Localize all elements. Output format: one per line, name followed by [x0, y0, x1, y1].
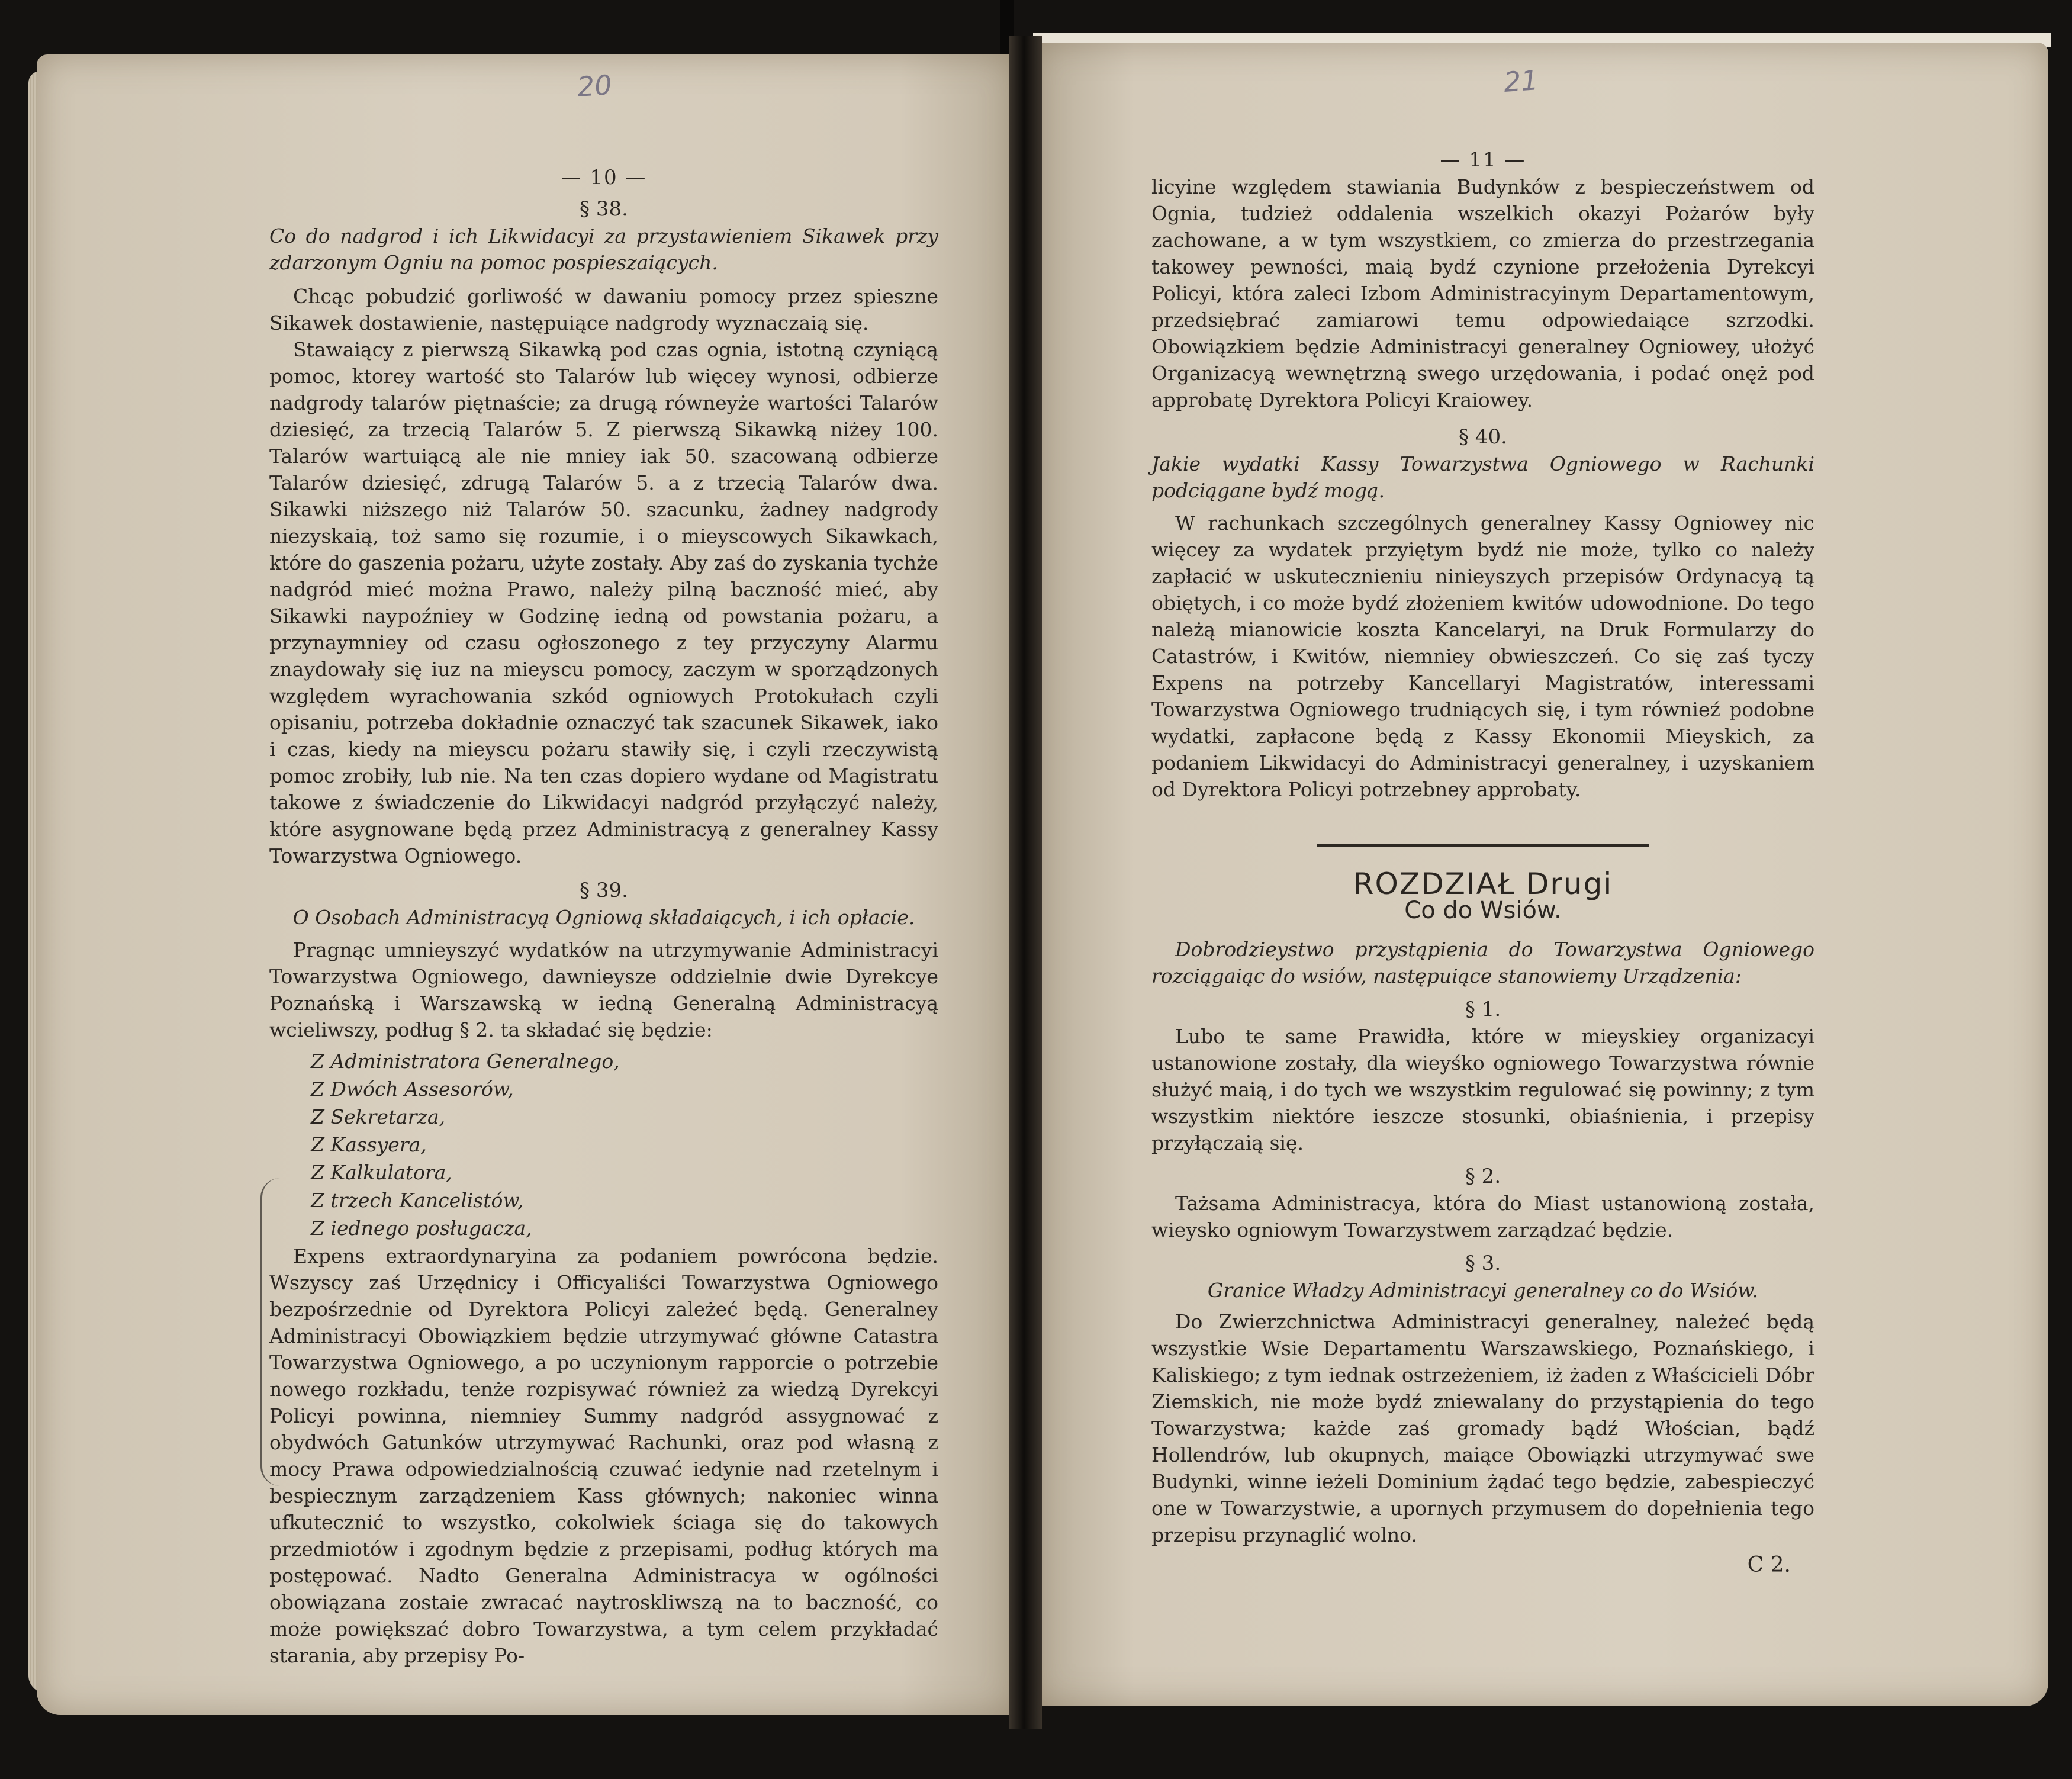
section-39-number: § 39.: [580, 879, 628, 902]
left-column: [269, 165, 938, 1669]
section-39-intro: Pragnąc umnieyszyć wydatków na utrzymywanie Administracyi Towarzystwa Ogniowego, dawnieysze oddzielnie dwie Dyrekcye Poznańską i Warszawską w iedną Generalną Administracyą wcieliwszy, podług § 2. ta składać się będzie:: [269, 938, 938, 1041]
section-1-number: § 1.: [1465, 998, 1501, 1021]
section-40-heading: Jakie wydatki Kassy Towarzystwa Ogniowego w Rachunki podciągane bydź mogą.: [1151, 452, 1814, 502]
section-38-heading: Co do nadgrod i ich Likwidacyi za przystawieniem Sikawek przy zdarzonym Ogniu na pomoc pospieszaiących.: [269, 224, 938, 274]
margin-bracket-mark: [260, 1178, 280, 1486]
pencil-folio-right: 21: [1502, 64, 1540, 98]
list-item: Z Kassyera,: [311, 1133, 427, 1156]
section-3-heading: Granice Władzy Administracyi generalney co do Wsiów.: [1207, 1279, 1759, 1302]
chapter-divider: [1317, 844, 1649, 847]
pencil-folio-left: 20: [576, 69, 613, 103]
signature-mark: C 2.: [1747, 1553, 1791, 1577]
list-item: Z trzech Kancelistów,: [311, 1189, 524, 1212]
section-2-text: Tażsama Administracya, która do Miast ustanowioną została, wieysko ogniowym Towarzystwem zarządzać będzie.: [1151, 1192, 1814, 1241]
page-number-left: — 10 —: [561, 166, 647, 189]
section-1-text: Lubo te same Prawidła, które w mieyskiey organizacyi ustanowione zostały, dla wieyśko ogniowego Towarzystwa równie służyć maią, i do tych we wszystkim regulować się powinny; z tym wszystkim niektóre ieszcze stosunki, obiaśnienia, i przepisy przyłączaią się.: [1151, 1025, 1814, 1154]
right-column: [1151, 147, 1814, 1578]
list-item: Z Kalkulatora,: [311, 1161, 452, 1184]
section-39-staff-list: [311, 1048, 938, 1243]
section-39-closing: Expens extraordynaryina za podaniem powrócona będzie. Wszyscy zaś Urzędnicy i Officyaliści Towarzystwa Ogniowego bezpośrzednie od Dyrektora Policyi zależeć będą. Generalney Administracyi Obowiązkiem będzie utrzymywać główne Catastra Towarzystwa Ogniowego, a po uczynionym rapporcie o potrzebie nowego rozkładu, tenże rozpisywać również za wiedzą Dyrekcyi Policyi powinna, niemniey Summy nadgród assygnować z obydwóch Gatunków utrzymywać Rachunki, oraz pod własną z mocy Prawa odpowiedzialnością czuwać iedynie nad rzetelnym i bespiecznym zarządzeniem Kass głównych; nakoniec winna ufkutecznić to wszystko, cokolwiek ściaga się do takowych przedmiotów i zgodnym będzie z przepisami, podług których ma postępować. Nadto Generalna Administracya w ogólności obowiązana zostaie zwracać naytroskliwszą na to baczność, co może powiększać dobro Towarzystwa, a tym celem przykładać starania, aby przepisy Po-: [269, 1244, 938, 1667]
book-gutter: [1009, 36, 1042, 1729]
section-38-number: § 38.: [580, 197, 628, 221]
section-40-number: § 40.: [1459, 425, 1507, 449]
continuation-paragraph: licyine względem stawiania Budynków z bespieczeństwem od Ognia, tudzież oddalenia wszelkich okazyi Pożarów były zachowane, a w tym wszystkiem, co zmierza do przestrzegania takowey pewności, maią bydź czynione przełożenia Dyrekcyi Policyi, która zaleci Izbom Administracyinym Departamentowym, przedsiębrać zamiarowi temu odpowiedaiące szrzodki. Obowiązkiem będzie Administracyi generalney Ogniowey, ułożyć Organizacyą wewnętrzną swego urzędowania, i podać onęż pod approbatę Dyrektora Policyi Kraiowey.: [1151, 175, 1814, 411]
section-3-number: § 3.: [1465, 1252, 1501, 1275]
section-39-heading: O Osobach Administracyą Ogniową składaiących, i ich opłacie.: [292, 906, 915, 929]
section-38-paragraph-1: Chcąc pobudzić gorliwość w dawaniu pomocy przez spieszne Sikawek dostawienie, następuiące nadgrody wyznaczaią się.: [269, 285, 938, 334]
chapter-title: ROZDZIAŁ Drugi: [1353, 867, 1613, 901]
list-item: Z Dwóch Assesorów,: [311, 1077, 514, 1101]
chapter-intro: Dobrodzieystwo przystąpienia do Towarzystwa Ogniowego rozciągaiąc do wsiów, następuiące stanowiemy Urządzenia:: [1151, 938, 1814, 987]
section-2-number: § 2.: [1465, 1164, 1501, 1188]
page-number-right: — 11 —: [1440, 148, 1526, 172]
section-38-paragraph-2: Stawaiący z pierwszą Sikawką pod czas ognia, istotną czyniącą pomoc, ktorey wartość sto Talarów lub więcey wynosi, odbierze nadgrody talarów piętnaście; za drugą równeyże wartości Talarów dziesięć, za trzecią Talarów 5. Z pierwszą Sikawką niżey 100. Talarów wartuiącą ale nie mniey iak 50. szacowaną odbierze Talarów dziesięć, zdrugą Talarów 5. a z trzecią Talarów dwa. Sikawki niższego niż Talarów 50. szacunku, żadney nadgrody niezyskaią, toż samo się rozumie, i o mieyscowych Sikawkach, które do gaszenia pożaru, użyte zostały. Aby zaś do zyskania tychże nadgród mieć można Prawo, należy pilną baczność mieć, aby Sikawki naypoźniey w Godzinę iedną od powstania pożaru, a przynaymniey od czasu ogłoszonego z tey przyczyny Alarmu znaydowały się iuz na mieyscu pomocy, zaczym w sporządzonych względem wyrachowania szkód ogniowych Protokułach czyli opisaniu, potrzeba dokładnie oznaczyć tak szacunek Sikawek, iako i czas, kiedy na mieyscu pożaru stawiły się, i czyli rzeczywistą pomoc zrobiły, lub nie. Na ten czas dopiero wydane od Magistratu takowe z świadczenie do Likwidacyi nadgród przyłączyć należy, które asygnowane będą przez Administracyą z generalney Kassy Towarzystwa Ogniowego.: [269, 338, 938, 867]
section-3-text: Do Zwierzchnictwa Administracyi generalney, należeć będą wszystkie Wsie Departamentu Warszawskiego, Poznańskiego, i Kaliskiego; z tym iednak ostrzeżeniem, iż żaden z Właścicieli Dóbr Ziemskich, nie może bydź zniewalany do przystąpienia do tego Towarzystwa; każde zaś gromady bądź Włościan, bądź Hollendrów, lub okupnych, maiące Obowiązki utrzymywać swe Budynki, winne ieżeli Dominium żądać tego będzie, zabespieczyć one w Towarzystwie, a upornych przymusem do dopełnienia tego przepisu przynaglić wolno.: [1151, 1310, 1814, 1546]
list-item: Z iednego posługacza,: [311, 1217, 532, 1240]
chapter-subtitle: Co do Wsiów.: [1404, 897, 1562, 924]
list-item: Z Administratora Generalnego,: [311, 1050, 620, 1073]
list-item: Z Sekretarza,: [311, 1105, 446, 1128]
top-strip: [1033, 0, 2051, 47]
section-40-text: W rachunkach szczególnych generalney Kassy Ogniowey nic więcey za wydatek przyiętym bydź nie może, tylko co należy zapłacić w uskutecznieniu ninieyszych przepisów Ordynacyą tą obiętych, i co może bydź złożeniem kwitów udowodnione. Do tego należą mianowicie koszta Kancelaryi, na Druk Formularzy do Catastrów, i Kwitów, niemniey obwieszczeń. Co się zaś tyczy Expens na potrzeby Kancellaryi Magistratów, interessami Towarzystwa Ogniowego trudniących się, i tym równieź podobne wydatki, zapłacone będą z Kassy Ekonomii Mieyskich, za podaniem Likwidacyi do Administracyi generalney, i uzyskaniem od Dyrektora Policyi potrzebney approbaty.: [1151, 511, 1814, 801]
